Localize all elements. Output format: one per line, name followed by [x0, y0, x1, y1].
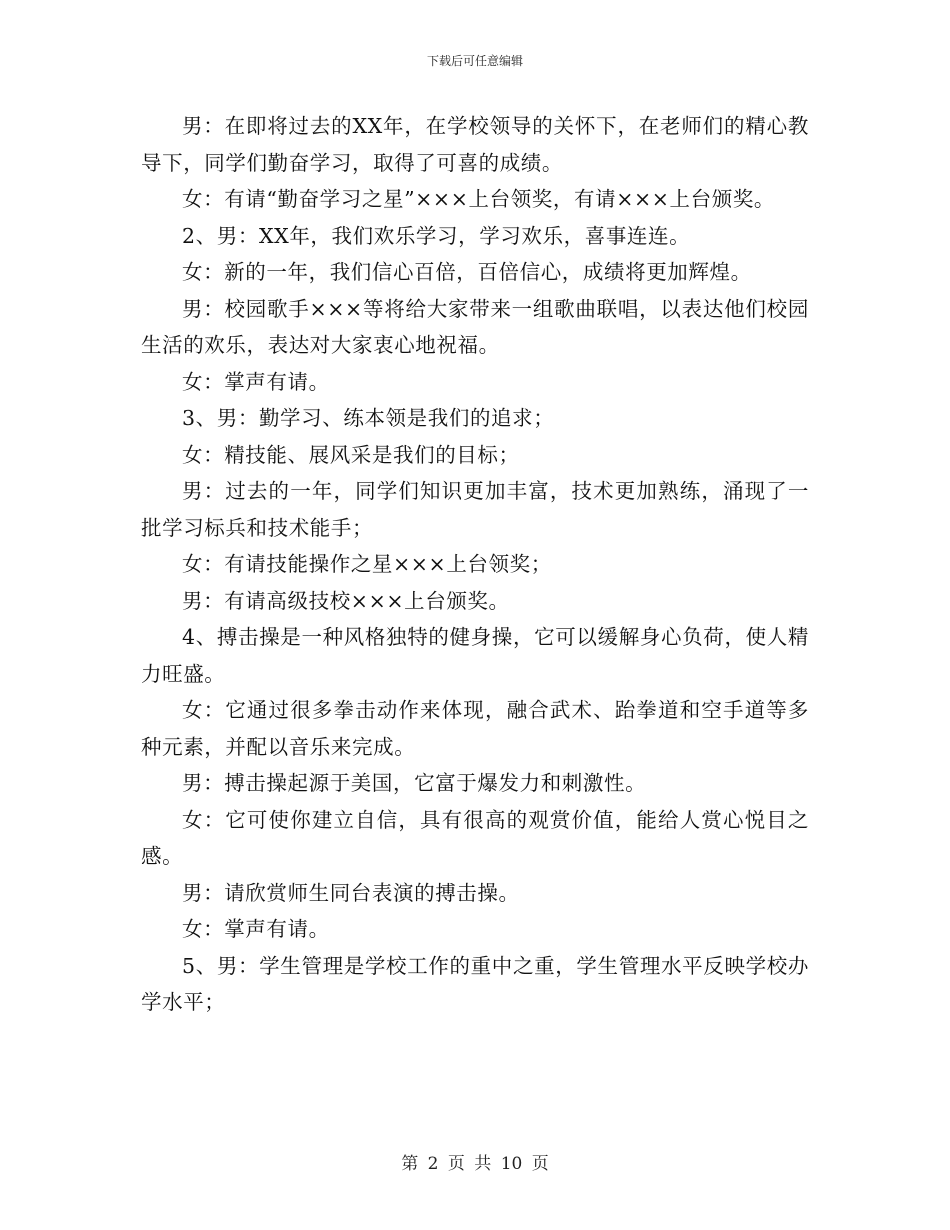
- paragraph: 女：它可使你建立自信，具有很高的观赏价值，能给人赏心悦目之感。: [141, 807, 809, 868]
- paragraph: 女：掌声有请。: [182, 369, 330, 394]
- paragraph: 5、男：学生管理是学校工作的重中之重，学生管理水平反映学校办学水平；: [141, 953, 809, 1014]
- paragraph: 4、搏击操是一种风格独特的健身操，它可以缓解身心负荷，使人精力旺盛。: [141, 625, 809, 686]
- page-header-note: 下载后可任意编辑: [426, 54, 523, 68]
- paragraph: 男：搏击操起源于美国，它富于爆发力和刺激性。: [182, 771, 647, 795]
- paragraph: 女：有请“勤奋学习之星”×××上台领奖，有请×××上台颁奖。: [182, 187, 776, 211]
- paragraph: 2、男：XX年，我们欢乐学习，学习欢乐，喜事连连。: [182, 223, 691, 248]
- paragraph: 男：在即将过去的XX年，在学校领导的关怀下，在老师们的精心教导下，同学们勤奋学习，取得了可喜的成绩。: [141, 114, 809, 175]
- paragraph: 女：它通过很多拳击动作来体现，融合武术、跆拳道和空手道等多种元素，并配以音乐来完成。: [141, 698, 809, 759]
- paragraph: 3、男：勤学习、练本领是我们的追求；: [182, 406, 555, 430]
- paragraph: 女：精技能、展风采是我们的目标；: [182, 442, 520, 467]
- page-number-footer: 第 2 页 共 10 页: [401, 1154, 549, 1174]
- paragraph: 男：请欣赏师生同台表演的搏击操。: [182, 880, 520, 905]
- paragraph: 女：有请技能操作之星×××上台领奖；: [182, 552, 552, 576]
- paragraph: 男：有请高级技校×××上台颁奖。: [182, 588, 510, 613]
- paragraph: 女：新的一年，我们信心百倍，百倍信心，成绩将更加辉煌。: [182, 260, 752, 284]
- paragraph: 女：掌声有请。: [182, 917, 330, 941]
- paragraph: 男：校园歌手×××等将给大家带来一组歌曲联唱，以表达他们校园生活的欢乐，表达对大家衷心地祝福。: [141, 296, 809, 357]
- document-body: [141, 108, 809, 1021]
- paragraph: 男：过去的一年，同学们知识更加丰富，技术更加熟练，涌现了一批学习标兵和技术能手；: [141, 479, 809, 540]
